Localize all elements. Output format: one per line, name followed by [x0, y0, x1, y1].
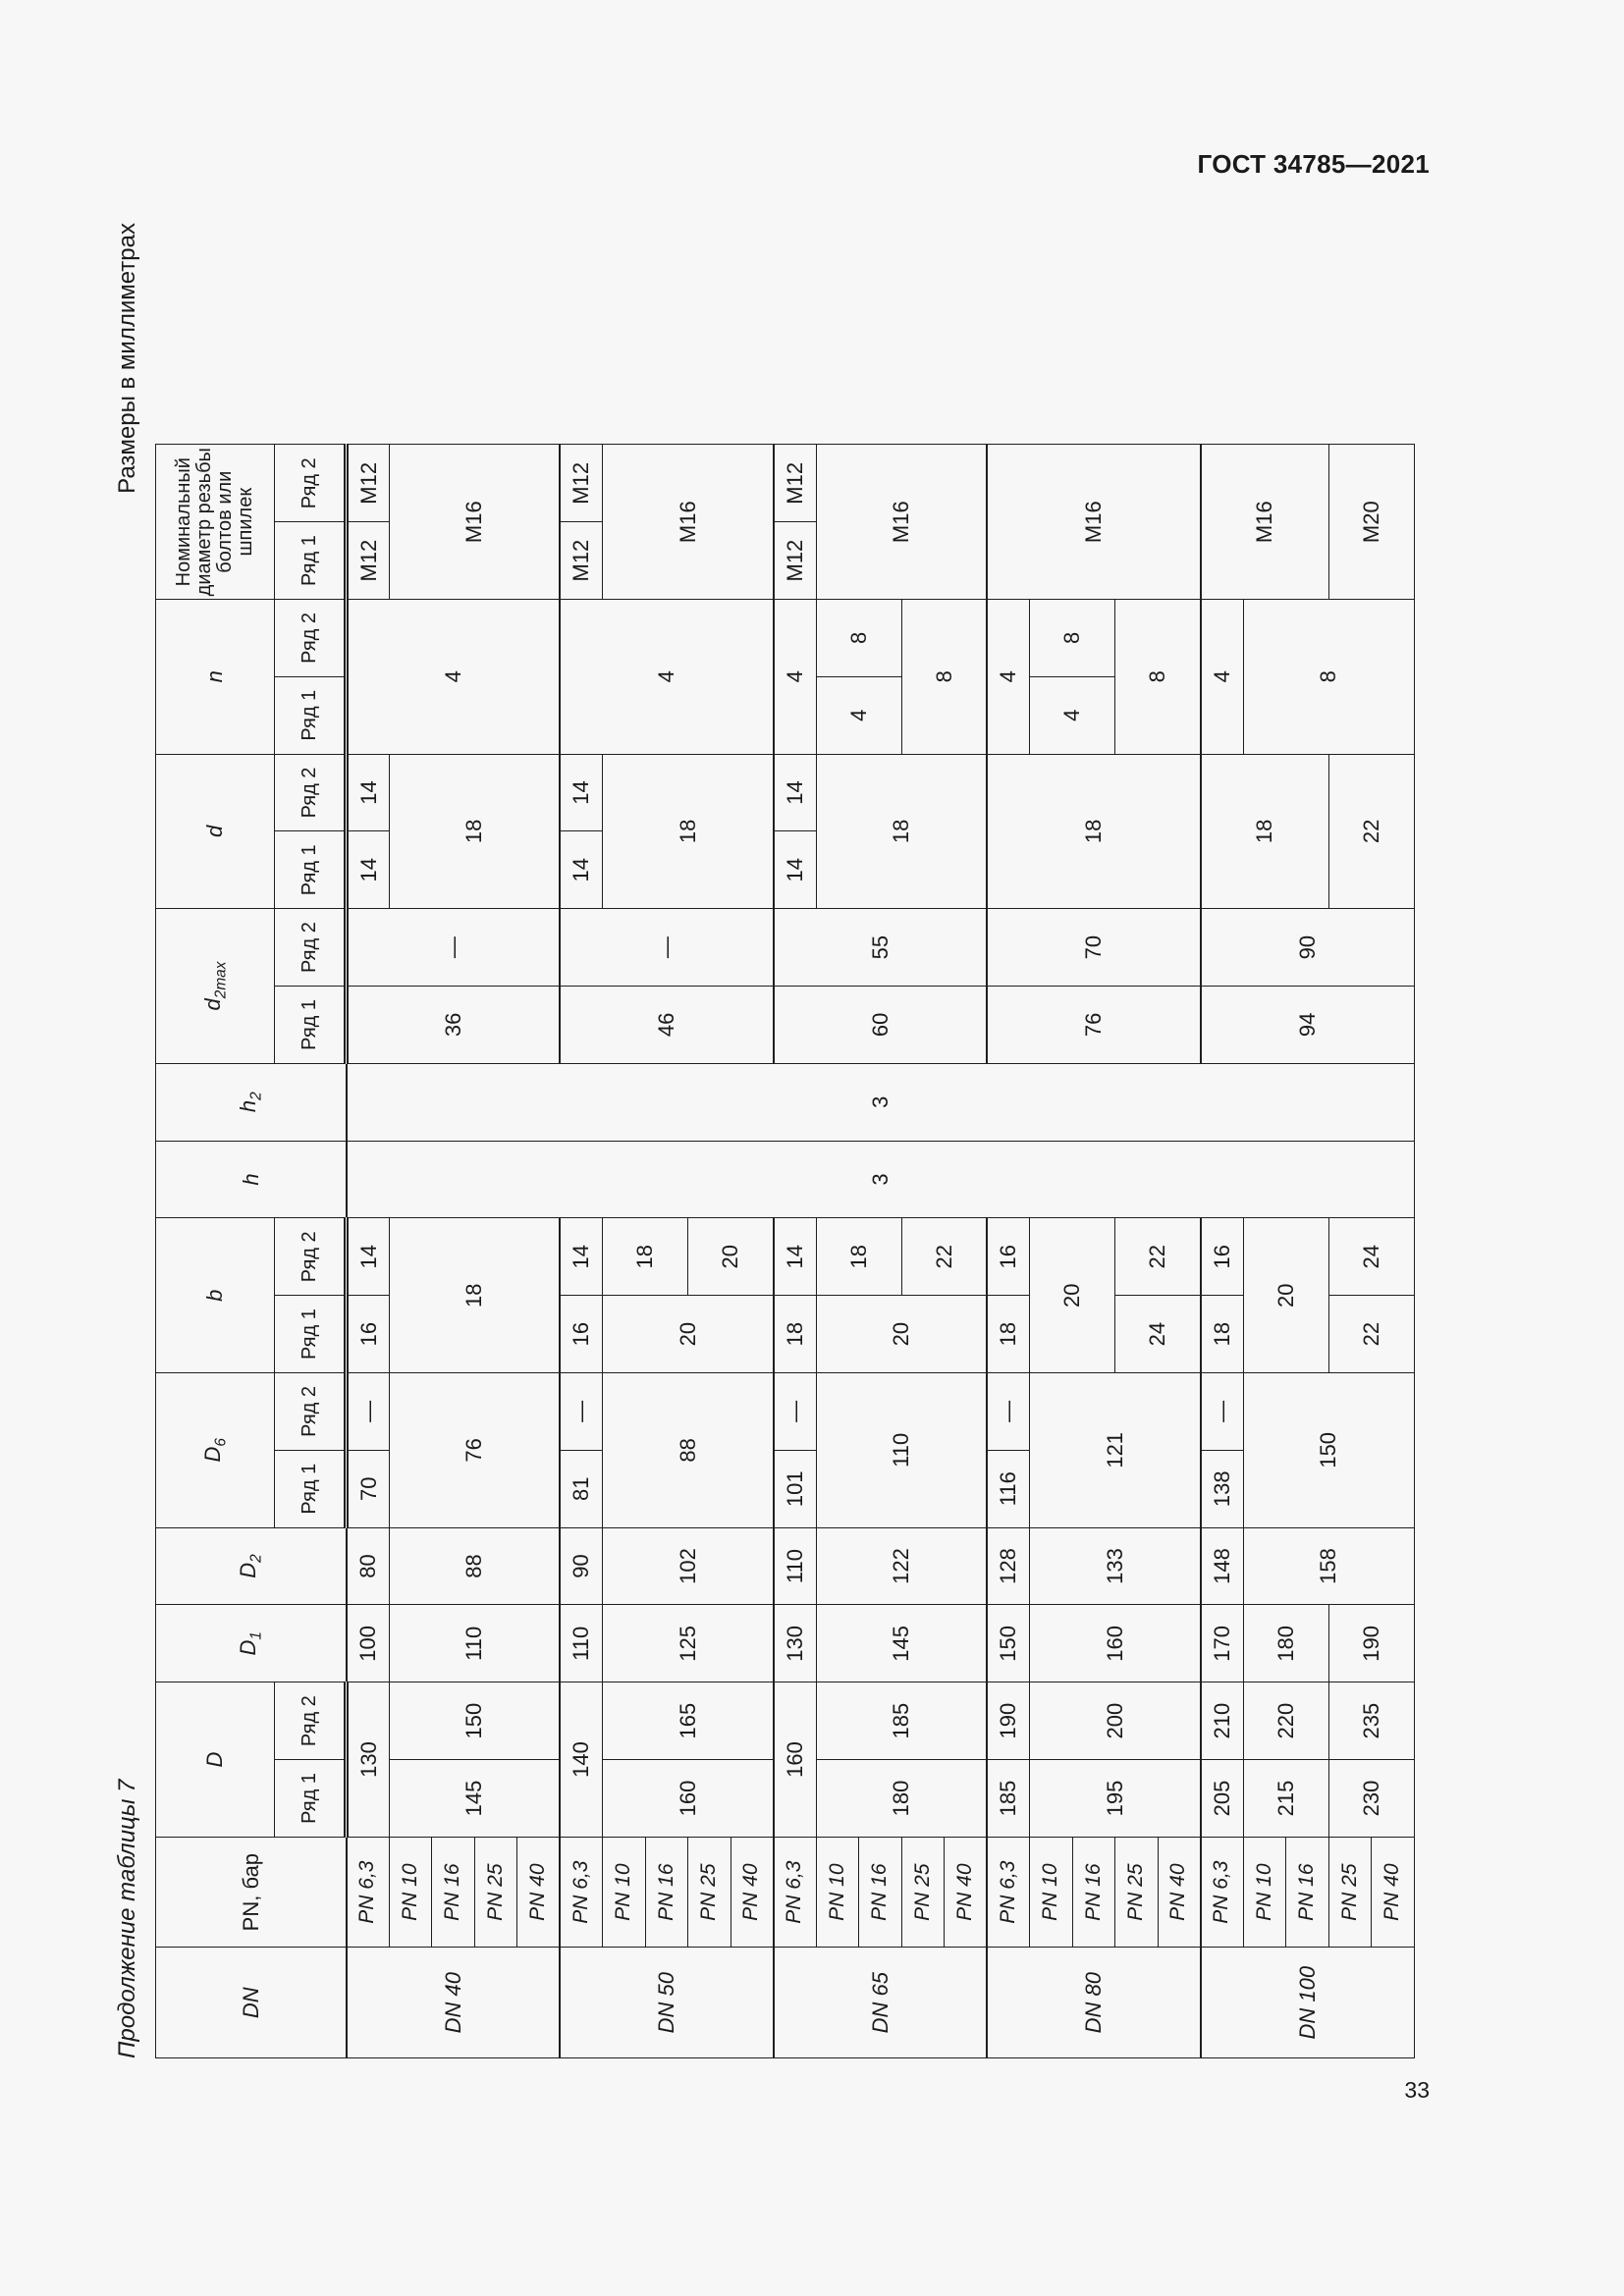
n-row1-cell: 4	[816, 676, 901, 754]
d2-cell: 158	[1243, 1527, 1414, 1605]
d2max-row1-cell: 94	[1201, 987, 1415, 1064]
d-row2-cell: 14	[560, 754, 603, 831]
pn-cell: PN 40	[1158, 1837, 1201, 1948]
d1-cell: 130	[774, 1605, 817, 1682]
header-row2: Ряд 2	[275, 909, 347, 987]
b-row1-cell: 18	[987, 1296, 1030, 1373]
n-row1-cell: 4	[1030, 676, 1115, 754]
d6-row2-cell: —	[1201, 1373, 1244, 1451]
header-row2: Ряд 2	[275, 1682, 347, 1760]
b-row1-cell: 18	[1201, 1296, 1244, 1373]
d1-cell: 180	[1243, 1605, 1328, 1682]
d-row2-cell: 14	[347, 754, 390, 831]
flange-dimensions-table	[155, 223, 1415, 2058]
dn-cell: DN 80	[987, 1948, 1201, 2058]
header-d2: $D_2$	[156, 1527, 347, 1605]
n-cell: 8	[1243, 600, 1414, 755]
pn-cell: PN 40	[731, 1837, 774, 1948]
d1-cell: 110	[560, 1605, 603, 1682]
d-cell: 140	[560, 1682, 603, 1838]
d2max-row2-cell: 70	[987, 909, 1201, 987]
d1-cell: 170	[1201, 1605, 1244, 1682]
d2-cell: 148	[1201, 1527, 1244, 1605]
d2max-row1-cell: 76	[987, 987, 1201, 1064]
d6-row2-cell: —	[987, 1373, 1030, 1451]
dn-cell: DN 50	[560, 1948, 774, 2058]
page-number: 33	[1404, 2077, 1430, 2103]
pn-cell: PN 40	[1372, 1837, 1415, 1948]
d6-row1-cell: 81	[560, 1450, 603, 1527]
b-row2-cell: 22	[1115, 1218, 1201, 1296]
header-d2max: $d_{2max}$	[156, 909, 275, 1064]
d1-cell: 145	[816, 1605, 987, 1682]
header-row1: Ряд 1	[275, 676, 347, 754]
table-row	[347, 224, 390, 2058]
header-h: h	[156, 1141, 347, 1218]
pn-cell: PN 16	[645, 1837, 688, 1948]
d2-cell: 122	[816, 1527, 987, 1605]
header-row2: Ряд 2	[275, 1373, 347, 1451]
b-row1-cell: 16	[560, 1296, 603, 1373]
d1-cell: 110	[389, 1605, 560, 1682]
pn-cell: PN 25	[1115, 1837, 1159, 1948]
d6-row2-cell: —	[774, 1373, 817, 1451]
d6-row2-cell: —	[347, 1373, 390, 1451]
thread-cell: M20	[1328, 445, 1414, 600]
d6-cell: 76	[389, 1373, 560, 1528]
pn-cell: PN 16	[1072, 1837, 1115, 1948]
d6-row1-cell: 116	[987, 1450, 1030, 1527]
pn-cell: PN 10	[1030, 1837, 1073, 1948]
header-row1: Ряд 1	[275, 1760, 347, 1838]
d2-cell: 90	[560, 1527, 603, 1605]
d2-cell: 128	[987, 1527, 1030, 1605]
thread-row1-cell: M12	[347, 522, 390, 600]
d-row1-cell: 14	[774, 831, 817, 909]
header-row1: Ряд 1	[275, 1296, 347, 1373]
document-title: ГОСТ 34785—2021	[1197, 149, 1430, 179]
pn-cell: PN 6,3	[1201, 1837, 1244, 1948]
d2-cell: 88	[389, 1527, 560, 1605]
d6-cell: 150	[1243, 1373, 1414, 1528]
b-row2-cell: 14	[347, 1218, 390, 1296]
b-row2-cell: 20	[688, 1218, 774, 1296]
thread-cell: M16	[1201, 445, 1329, 600]
d-hole-cell: 18	[603, 754, 774, 909]
d-cell: 130	[347, 1682, 390, 1838]
d-hole-cell: 18	[987, 754, 1201, 909]
pn-cell: PN 6,3	[774, 1837, 817, 1948]
d-row1-cell: 230	[1328, 1760, 1414, 1838]
d2max-row2-cell: 55	[774, 909, 988, 987]
b-row1-cell: 18	[774, 1296, 817, 1373]
b-row1-cell: 24	[1115, 1296, 1201, 1373]
pn-cell: PN 16	[859, 1837, 902, 1948]
d-row2-cell: 185	[816, 1682, 987, 1760]
pn-cell: PN 40	[517, 1837, 561, 1948]
d6-row1-cell: 138	[1201, 1450, 1244, 1527]
d1-cell: 100	[347, 1605, 390, 1682]
b-row2-cell: 16	[1201, 1218, 1244, 1296]
pn-cell: PN 10	[816, 1837, 859, 1948]
pn-cell: PN 16	[1286, 1837, 1329, 1948]
d-row2-cell: 235	[1328, 1682, 1414, 1760]
pn-cell: PN 40	[945, 1837, 988, 1948]
d-hole-cell: 18	[389, 754, 560, 909]
d2-cell: 110	[774, 1527, 817, 1605]
header-d1: $D_1$	[156, 1605, 347, 1682]
b-row2-cell: 14	[560, 1218, 603, 1296]
dn-cell: DN 40	[347, 1948, 561, 2058]
header-b: b	[156, 1218, 275, 1373]
d-row2-cell: 165	[603, 1682, 774, 1760]
d2-cell: 102	[603, 1527, 774, 1605]
b-row2-cell: 18	[816, 1218, 901, 1296]
thread-row1-cell: M12	[774, 522, 817, 600]
header-row1: Ряд 1	[275, 987, 347, 1064]
pn-cell: PN 25	[901, 1837, 945, 1948]
header-thread: Номинальный диаметр резьбы болтов или шпилек	[156, 445, 275, 600]
thread-cell: M16	[987, 445, 1201, 600]
b-row2-cell: 18	[603, 1218, 688, 1296]
d-row1-cell: 195	[1030, 1760, 1201, 1838]
d2-cell: 80	[347, 1527, 390, 1605]
pn-cell: PN 10	[389, 1837, 432, 1948]
header-row2: Ряд 2	[275, 600, 347, 677]
thread-cell: M16	[603, 445, 774, 600]
b-row1-cell: 22	[1328, 1296, 1414, 1373]
d-row1-cell: 205	[1201, 1760, 1244, 1838]
header-row-1	[156, 224, 275, 2058]
d6-cell: 110	[816, 1373, 987, 1528]
b-row1-cell: 20	[603, 1296, 774, 1373]
d2max-row2-cell: —	[347, 909, 561, 987]
n-row2-cell: 8	[816, 600, 901, 677]
d-hole-cell: 18	[816, 754, 987, 909]
b-cell: 20	[1030, 1218, 1115, 1373]
d2max-row1-cell: 46	[560, 987, 774, 1064]
header-pn: PN, бар	[156, 1837, 347, 1948]
h2-cell: 3	[347, 1063, 1415, 1141]
thread-row1-cell: M12	[560, 522, 603, 600]
header-row2: Ряд 2	[275, 1218, 347, 1296]
d-hole-cell: 18	[1201, 754, 1329, 909]
pn-cell: PN 25	[474, 1837, 517, 1948]
n-cell: 4	[774, 600, 817, 755]
thread-cell: M16	[389, 445, 560, 600]
thread-row2-cell: M12	[347, 445, 390, 522]
d2-cell: 133	[1030, 1527, 1201, 1605]
pn-cell: PN 6,3	[987, 1837, 1030, 1948]
d-row2-cell: 210	[1201, 1682, 1244, 1760]
header-d-hole: d	[156, 754, 275, 909]
header-d-outer: D	[156, 1682, 275, 1838]
n-cell: 4	[347, 600, 561, 755]
units-note: Размеры в миллиметрах	[114, 223, 140, 494]
n-cell: 8	[901, 600, 987, 755]
n-cell: 4	[987, 600, 1030, 755]
b-row2-cell: 16	[987, 1218, 1030, 1296]
header-n: n	[156, 600, 275, 755]
b-cell: 18	[389, 1218, 560, 1373]
d-row1-cell: 145	[389, 1760, 560, 1838]
d1-cell: 190	[1328, 1605, 1414, 1682]
pn-cell: PN 10	[603, 1837, 646, 1948]
n-row2-cell: 8	[1030, 600, 1115, 677]
rotated-table-area	[106, 223, 1402, 2058]
d-cell: 160	[774, 1682, 817, 1838]
n-cell: 4	[560, 600, 774, 755]
header-row1: Ряд 1	[275, 522, 347, 600]
thread-cell: M16	[816, 445, 987, 600]
h-cell: 3	[347, 1141, 1415, 1218]
thread-row2-cell: M12	[774, 445, 817, 522]
d-row1-cell: 14	[560, 831, 603, 909]
d-row1-cell: 180	[816, 1760, 987, 1838]
d-row1-cell: 160	[603, 1760, 774, 1838]
d1-cell: 125	[603, 1605, 774, 1682]
d2max-row1-cell: 36	[347, 987, 561, 1064]
b-cell: 20	[1243, 1218, 1328, 1373]
d-row2-cell: 220	[1243, 1682, 1328, 1760]
d6-cell: 88	[603, 1373, 774, 1528]
dn-cell: DN 65	[774, 1948, 988, 2058]
d6-row2-cell: —	[560, 1373, 603, 1451]
d2max-row2-cell: —	[560, 909, 774, 987]
header-row1: Ряд 1	[275, 1450, 347, 1527]
header-dn: DN	[156, 1948, 347, 2058]
pn-cell: PN 10	[1243, 1837, 1286, 1948]
thread-row2-cell: M12	[560, 445, 603, 522]
n-cell: 8	[1115, 600, 1201, 755]
d6-row1-cell: 70	[347, 1450, 390, 1527]
d-hole-cell: 22	[1328, 754, 1414, 909]
d-row2-cell: 200	[1030, 1682, 1201, 1760]
dn-cell: DN 100	[1201, 1948, 1415, 2058]
pn-cell: PN 25	[1328, 1837, 1372, 1948]
b-row2-cell: 14	[774, 1218, 817, 1296]
pn-cell: PN 6,3	[347, 1837, 390, 1948]
d6-row1-cell: 101	[774, 1450, 817, 1527]
d-row2-cell: 14	[774, 754, 817, 831]
d2max-row1-cell: 60	[774, 987, 988, 1064]
header-h2: $h_2$	[156, 1063, 347, 1141]
pn-cell: PN 25	[688, 1837, 731, 1948]
d-row1-cell: 215	[1243, 1760, 1328, 1838]
d2max-row2-cell: 90	[1201, 909, 1415, 987]
b-row2-cell: 24	[1328, 1218, 1414, 1296]
d-row1-cell: 185	[987, 1760, 1030, 1838]
header-row2: Ряд 2	[275, 754, 347, 831]
d-row1-cell: 14	[347, 831, 390, 909]
b-row1-cell: 20	[816, 1296, 987, 1373]
d1-cell: 150	[987, 1605, 1030, 1682]
header-row1: Ряд 1	[275, 831, 347, 909]
d1-cell: 160	[1030, 1605, 1201, 1682]
pn-cell: PN 6,3	[560, 1837, 603, 1948]
d-row2-cell: 150	[389, 1682, 560, 1760]
pn-cell: PN 16	[432, 1837, 475, 1948]
b-row2-cell: 22	[901, 1218, 987, 1296]
b-row1-cell: 16	[347, 1296, 390, 1373]
header-d6: $D_6$	[156, 1373, 275, 1528]
table-caption: Продолжение таблицы 7	[114, 1779, 140, 2058]
n-cell: 4	[1201, 600, 1244, 755]
header-row2: Ряд 2	[275, 445, 347, 522]
d6-cell: 121	[1030, 1373, 1201, 1528]
d-row2-cell: 190	[987, 1682, 1030, 1760]
